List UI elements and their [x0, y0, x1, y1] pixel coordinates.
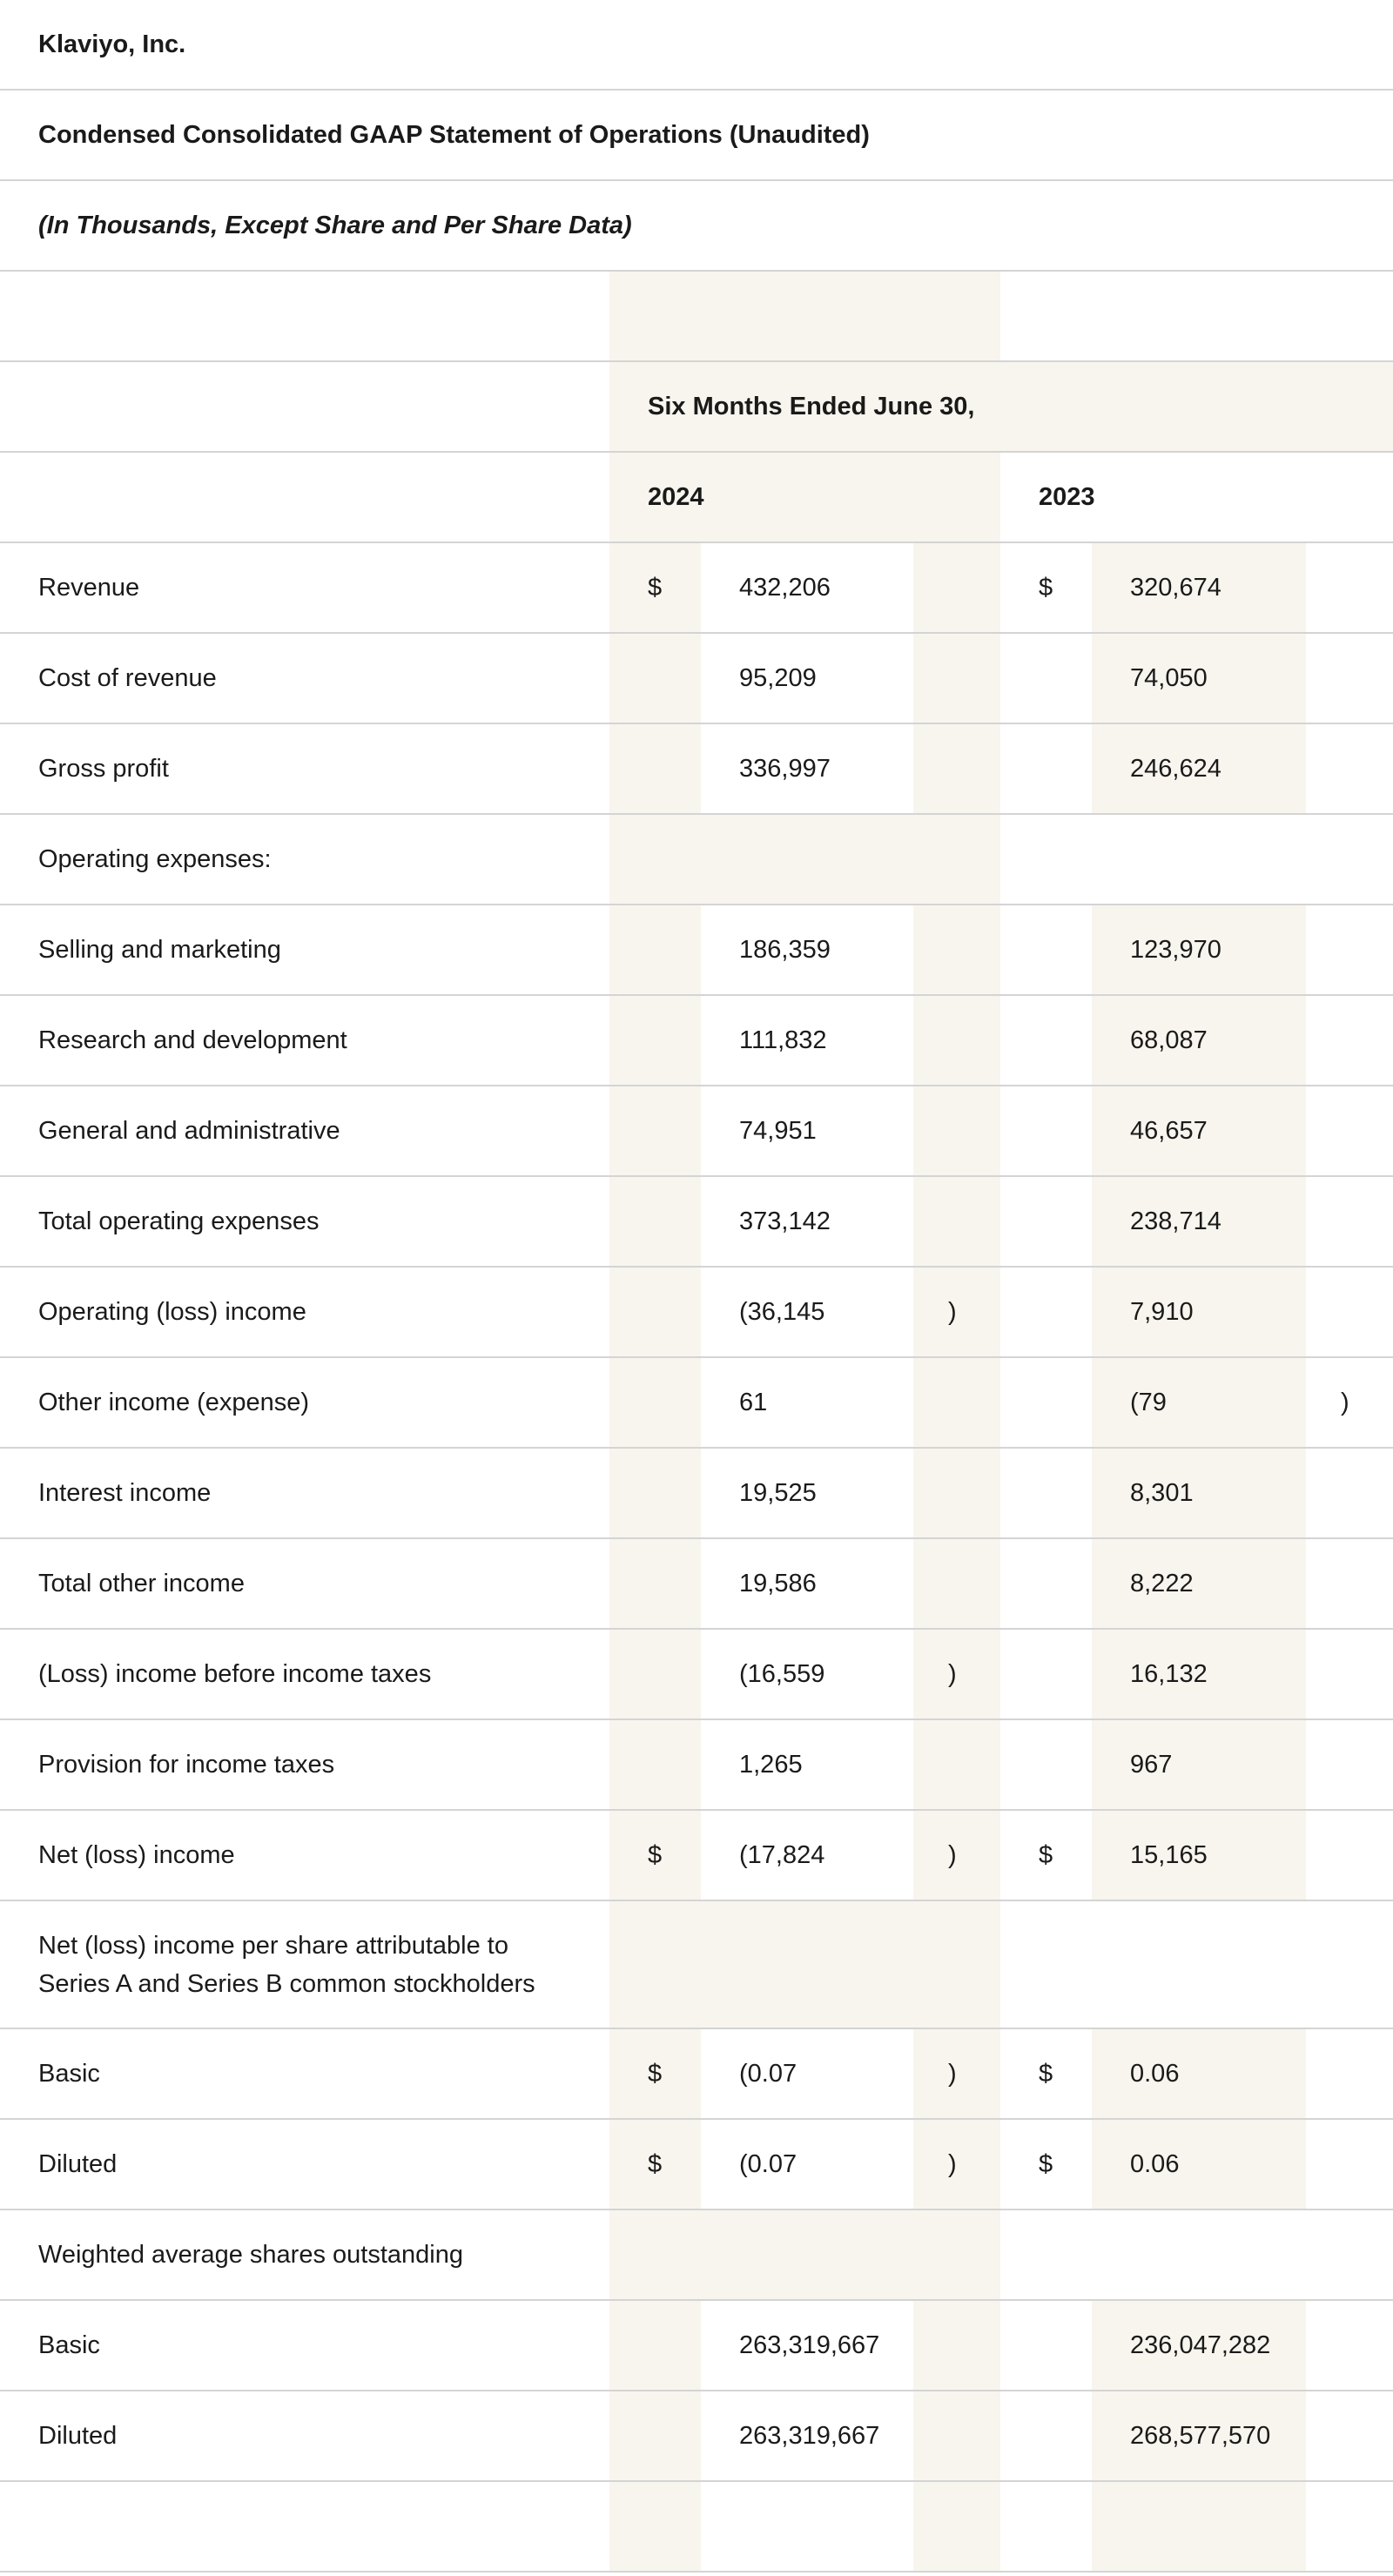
value-2024: 61 — [701, 1357, 913, 1448]
paren-2024 — [913, 905, 1000, 995]
value-2023: 15,165 — [1092, 1810, 1306, 1900]
currency-2023: $ — [1000, 2028, 1092, 2119]
paren-2023 — [1306, 542, 1393, 633]
currency-2024 — [609, 723, 701, 814]
value-2023: 68,087 — [1092, 995, 1306, 1086]
row-label: General and administrative — [0, 1086, 609, 1176]
spacer-cell — [1306, 2481, 1393, 2572]
currency-2024: $ — [609, 542, 701, 633]
section-filler-2023 — [1000, 1900, 1393, 2028]
currency-2024 — [609, 1267, 701, 1357]
table-row — [0, 1086, 1393, 1176]
spacer-cell-2023 — [1000, 271, 1393, 361]
value-2024: 432,206 — [701, 542, 913, 633]
paren-2023 — [1306, 1538, 1393, 1629]
row-label: Diluted — [0, 2119, 609, 2209]
paren-2023 — [1306, 1719, 1393, 1810]
table-row — [0, 1810, 1393, 1900]
section-filler-2023 — [1000, 814, 1393, 905]
row-label: Diluted — [0, 2391, 609, 2481]
value-2024: 19,525 — [701, 1448, 913, 1538]
value-2023: 0.06 — [1092, 2028, 1306, 2119]
period-header-row — [0, 361, 1393, 452]
paren-2023 — [1306, 1086, 1393, 1176]
value-2023: 7,910 — [1092, 1267, 1306, 1357]
value-2024: 19,586 — [701, 1538, 913, 1629]
paren-2024: ) — [913, 2028, 1000, 2119]
table-row — [0, 2300, 1393, 2391]
table-row — [0, 633, 1393, 723]
paren-2023: ) — [1306, 1357, 1393, 1448]
currency-2024 — [609, 1086, 701, 1176]
paren-2024 — [913, 1538, 1000, 1629]
currency-2023 — [1000, 633, 1092, 723]
row-label: Provision for income taxes — [0, 1719, 609, 1810]
paren-2024 — [913, 633, 1000, 723]
currency-2023 — [1000, 1267, 1092, 1357]
row-label: Revenue — [0, 542, 609, 633]
table-row — [0, 1267, 1393, 1357]
trailing-spacer-row — [0, 2481, 1393, 2572]
spacer-cell — [701, 2481, 913, 2572]
year-header-row — [0, 452, 1393, 542]
spacer-cell — [1000, 2481, 1092, 2572]
row-label: Research and development — [0, 995, 609, 1086]
table-row — [0, 1629, 1393, 1719]
currency-2023 — [1000, 2391, 1092, 2481]
currency-2023 — [1000, 1176, 1092, 1267]
spacer-row — [0, 271, 1393, 361]
currency-2023 — [1000, 995, 1092, 1086]
value-2024: 186,359 — [701, 905, 913, 995]
currency-2024 — [609, 1448, 701, 1538]
row-label: Interest income — [0, 1448, 609, 1538]
value-2024: (0.07 — [701, 2119, 913, 2209]
row-label: (Loss) income before income taxes — [0, 1629, 609, 1719]
currency-2024: $ — [609, 2119, 701, 2209]
units-note: (In Thousands, Except Share and Per Share Data) — [0, 180, 1393, 271]
table-row — [0, 1900, 1393, 2028]
value-2023: 967 — [1092, 1719, 1306, 1810]
paren-2024 — [913, 1176, 1000, 1267]
year-header-2024: 2024 — [609, 452, 1000, 542]
spacer-cell — [913, 2481, 1000, 2572]
value-2023: 123,970 — [1092, 905, 1306, 995]
currency-2023 — [1000, 723, 1092, 814]
currency-2024 — [609, 1719, 701, 1810]
paren-2023 — [1306, 905, 1393, 995]
period-header-blank — [0, 361, 609, 452]
value-2024: (16,559 — [701, 1629, 913, 1719]
paren-2023 — [1306, 723, 1393, 814]
row-label: Selling and marketing — [0, 905, 609, 995]
statement-title-row — [0, 90, 1393, 180]
currency-2024 — [609, 1629, 701, 1719]
value-2024: 263,319,667 — [701, 2300, 913, 2391]
row-label: Net (loss) income per share attributable to Series A and Series B common stockholders — [0, 1900, 609, 2028]
currency-2023: $ — [1000, 1810, 1092, 1900]
paren-2024 — [913, 2391, 1000, 2481]
company-name: Klaviyo, Inc. — [0, 0, 1393, 90]
currency-2024 — [609, 995, 701, 1086]
row-label: Cost of revenue — [0, 633, 609, 723]
company-row — [0, 0, 1393, 90]
value-2024: 1,265 — [701, 1719, 913, 1810]
section-filler-2023 — [1000, 2209, 1393, 2300]
paren-2024 — [913, 723, 1000, 814]
value-2023: 268,577,570 — [1092, 2391, 1306, 2481]
paren-2023 — [1306, 995, 1393, 1086]
currency-2024 — [609, 633, 701, 723]
value-2023: 0.06 — [1092, 2119, 1306, 2209]
paren-2023 — [1306, 2391, 1393, 2481]
table-row — [0, 1357, 1393, 1448]
currency-2023 — [1000, 1448, 1092, 1538]
table-row — [0, 2119, 1393, 2209]
section-filler-2024 — [609, 814, 1000, 905]
table-row — [0, 2209, 1393, 2300]
table-row — [0, 995, 1393, 1086]
currency-2023 — [1000, 1086, 1092, 1176]
value-2024: (17,824 — [701, 1810, 913, 1900]
currency-2024: $ — [609, 2028, 701, 2119]
currency-2023 — [1000, 1357, 1092, 1448]
value-2023: 8,222 — [1092, 1538, 1306, 1629]
statement-title: Condensed Consolidated GAAP Statement of Operations (Unaudited) — [0, 90, 1393, 180]
row-label: Total other income — [0, 1538, 609, 1629]
table-row — [0, 1448, 1393, 1538]
paren-2023 — [1306, 633, 1393, 723]
value-2023: 238,714 — [1092, 1176, 1306, 1267]
value-2024: 263,319,667 — [701, 2391, 913, 2481]
row-label: Operating expenses: — [0, 814, 609, 905]
value-2023: 320,674 — [1092, 542, 1306, 633]
table-row — [0, 2028, 1393, 2119]
row-label: Gross profit — [0, 723, 609, 814]
spacer-cell — [1092, 2481, 1306, 2572]
currency-2023 — [1000, 1719, 1092, 1810]
value-2023: 46,657 — [1092, 1086, 1306, 1176]
value-2023: 16,132 — [1092, 1629, 1306, 1719]
table-row — [0, 723, 1393, 814]
row-label: Weighted average shares outstanding — [0, 2209, 609, 2300]
row-label: Basic — [0, 2300, 609, 2391]
paren-2024 — [913, 542, 1000, 633]
period-header: Six Months Ended June 30, — [609, 361, 1393, 452]
paren-2023 — [1306, 1629, 1393, 1719]
currency-2024 — [609, 1176, 701, 1267]
table-row — [0, 542, 1393, 633]
year-header-blank — [0, 452, 609, 542]
row-label: Total operating expenses — [0, 1176, 609, 1267]
value-2023: (79 — [1092, 1357, 1306, 1448]
currency-2024 — [609, 1357, 701, 1448]
currency-2023 — [1000, 2300, 1092, 2391]
spacer-cell — [609, 2481, 701, 2572]
table-row — [0, 2391, 1393, 2481]
paren-2024 — [913, 2300, 1000, 2391]
table-row — [0, 814, 1393, 905]
paren-2023 — [1306, 1267, 1393, 1357]
paren-2024 — [913, 1448, 1000, 1538]
table-row — [0, 1176, 1393, 1267]
value-2023: 236,047,282 — [1092, 2300, 1306, 2391]
section-filler-2024 — [609, 2209, 1000, 2300]
paren-2024: ) — [913, 1267, 1000, 1357]
spacer-cell — [0, 2481, 609, 2572]
value-2023: 8,301 — [1092, 1448, 1306, 1538]
currency-2024 — [609, 905, 701, 995]
paren-2024: ) — [913, 2119, 1000, 2209]
table-row — [0, 905, 1393, 995]
row-label: Net (loss) income — [0, 1810, 609, 1900]
paren-2023 — [1306, 1176, 1393, 1267]
currency-2023 — [1000, 1629, 1092, 1719]
currency-2024 — [609, 2300, 701, 2391]
spacer-cell-2024 — [609, 271, 1000, 361]
paren-2023 — [1306, 1448, 1393, 1538]
value-2024: 336,997 — [701, 723, 913, 814]
currency-2023 — [1000, 905, 1092, 995]
paren-2023 — [1306, 1810, 1393, 1900]
paren-2024 — [913, 1719, 1000, 1810]
section-filler-2024 — [609, 1900, 1000, 2028]
paren-2023 — [1306, 2028, 1393, 2119]
paren-2024 — [913, 1086, 1000, 1176]
currency-2024 — [609, 1538, 701, 1629]
spacer-cell — [0, 271, 609, 361]
row-label: Operating (loss) income — [0, 1267, 609, 1357]
value-2024: 111,832 — [701, 995, 913, 1086]
table-row — [0, 1719, 1393, 1810]
value-2024: 95,209 — [701, 633, 913, 723]
paren-2023 — [1306, 2300, 1393, 2391]
value-2023: 74,050 — [1092, 633, 1306, 723]
value-2023: 246,624 — [1092, 723, 1306, 814]
currency-2023: $ — [1000, 2119, 1092, 2209]
paren-2024 — [913, 1357, 1000, 1448]
value-2024: 373,142 — [701, 1176, 913, 1267]
paren-2023 — [1306, 2119, 1393, 2209]
year-header-2023: 2023 — [1000, 452, 1393, 542]
units-note-row — [0, 180, 1393, 271]
value-2024: (0.07 — [701, 2028, 913, 2119]
paren-2024: ) — [913, 1810, 1000, 1900]
value-2024: (36,145 — [701, 1267, 913, 1357]
table-row — [0, 1538, 1393, 1629]
currency-2024: $ — [609, 1810, 701, 1900]
value-2024: 74,951 — [701, 1086, 913, 1176]
currency-2023 — [1000, 1538, 1092, 1629]
currency-2023: $ — [1000, 542, 1092, 633]
row-label: Basic — [0, 2028, 609, 2119]
paren-2024 — [913, 995, 1000, 1086]
row-label: Other income (expense) — [0, 1357, 609, 1448]
currency-2024 — [609, 2391, 701, 2481]
paren-2024: ) — [913, 1629, 1000, 1719]
